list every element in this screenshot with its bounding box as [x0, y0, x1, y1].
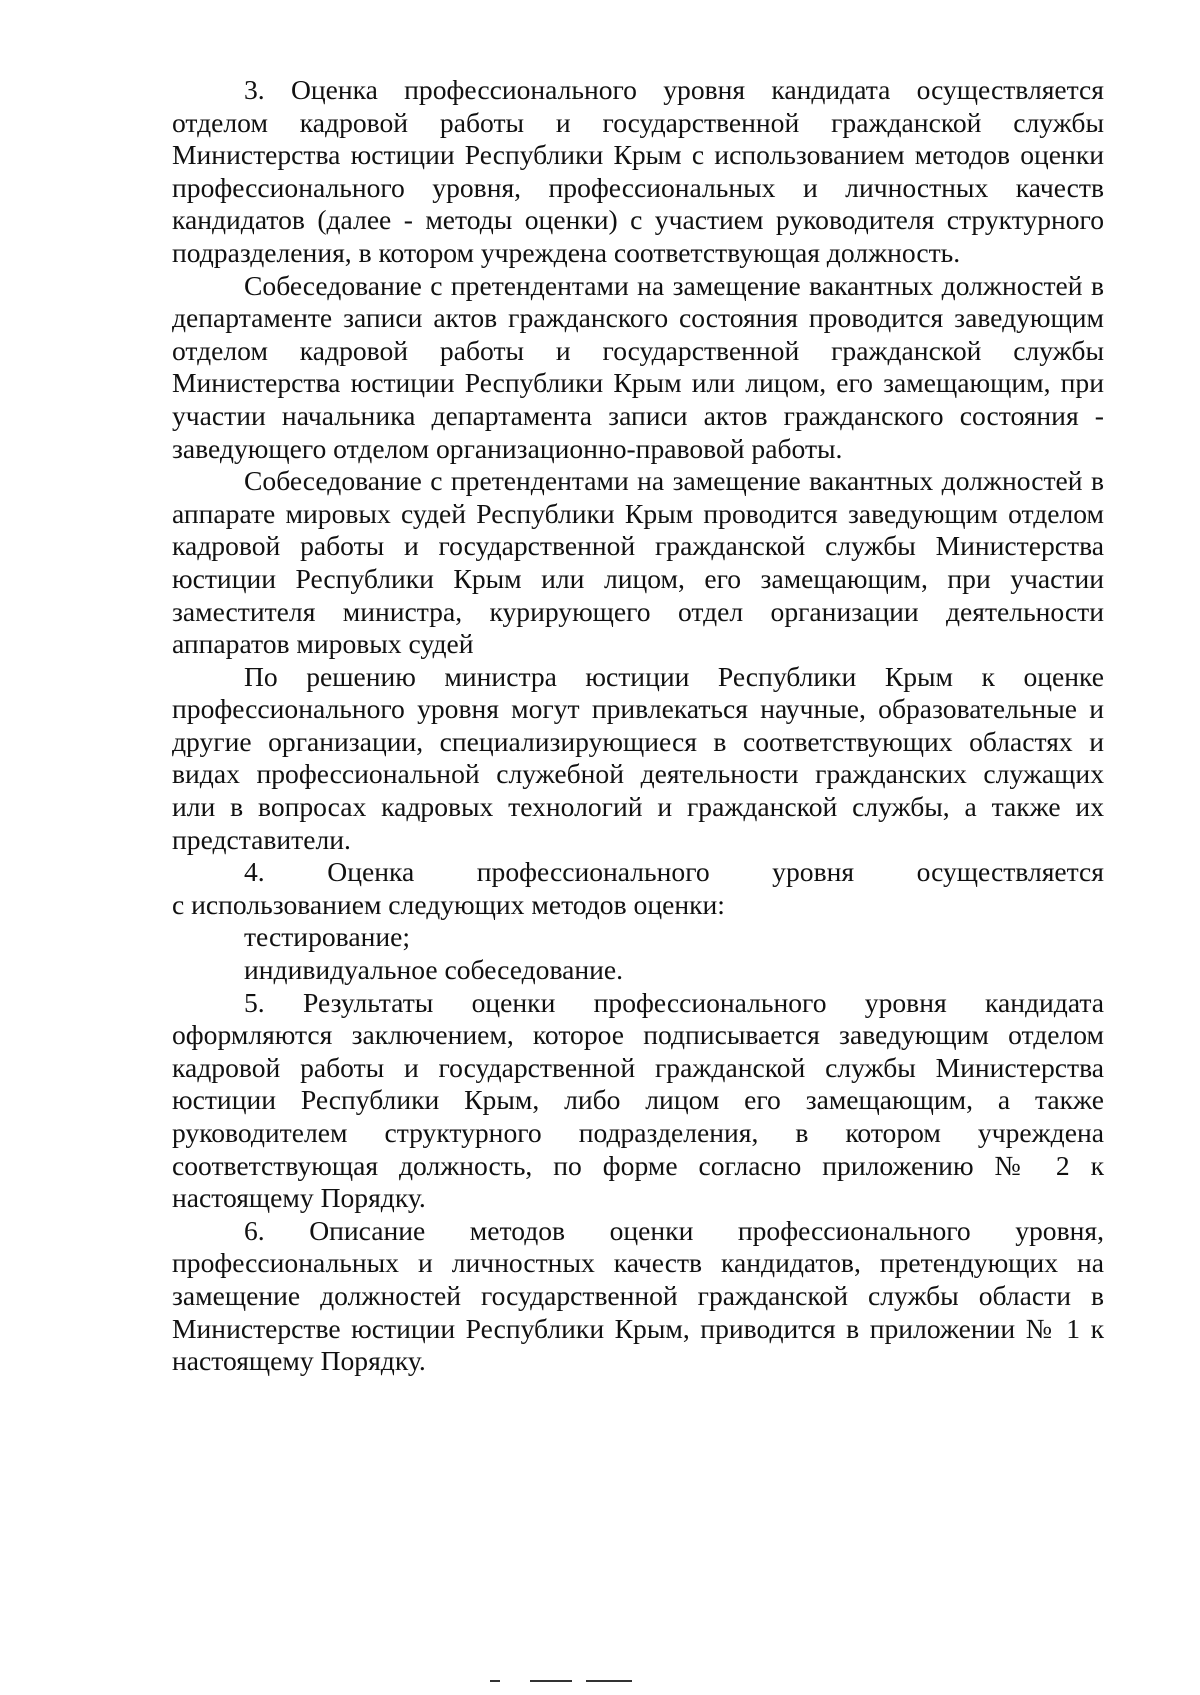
paragraph-4-methods-intro: с использованием следующих методов оценки: — [172, 888, 725, 920]
paragraph-3-assessment: 3. Оценка профессионального уровня кандидата осуществляется отделом кадровой работы и государственной гражданской службы Министерства юстиции Республики Крым с использованием методов оценки профессионального уровня, профессиональных и личностных качеств кандидатов (далее - методы оценки) с участием руководителя структурного подразделения, в котором учреждена соответствующая должность. — [172, 74, 1104, 268]
document-body — [172, 74, 1104, 1378]
paragraph-5-results: 5. Результаты оценки профессионального уровня кандидата оформляются заключением, которое подписывается заведующим отделом кадровой работы и государственной гражданской службы Министерства юстиции Республики Крым, либо лицом его замещающим, а также руководителем структурного подразделения, в котором учреждена соответствующая должность, по форме согласно приложению № 2 к настоящему Порядку. — [172, 986, 1104, 1214]
method-item-testing: тестирование; — [244, 921, 411, 953]
paragraph-interview-registry-department: Собеседование с претендентами на замещение вакантных должностей в департаменте записи актов гражданского состояния проводится заведующим отделом кадровой работы и государственной гражданской службы Министерства юстиции Республики Крым или лицом, его замещающим, при участии начальника департамента записи актов гражданского состояния - заведующего отделом организационно-правовой работы. — [172, 269, 1104, 464]
method-item-interview: индивидуальное собеседование. — [244, 954, 624, 986]
paragraph-interview-magistrates-apparatus: Собеседование с претендентами на замещение вакантных должностей в аппарате мировых судей Республики Крым проводится заведующим отделом кадровой работы и государственной гражданской службы Министерства юстиции Республики Крым или лицом, его замещающим, при участии заместителя министра, курирующего отдел организации деятельности аппаратов мировых судей — [172, 465, 1104, 660]
paragraph-external-organizations: По решению министра юстиции Республики Крым к оценке профессионального уровня могут привлекаться научные, образовательные и другие организации, специализирующиеся в соответствующих областях и видах профессиональной служебной деятельности гражданских служащих или в вопросах кадровых технологий и гражданской службы, а также их представители. — [172, 660, 1104, 855]
paragraph-6-description: 6. Описание методов оценки профессионального уровня, профессиональных и личностных качеств кандидатов, претендующих на замещение должностей государственной гражданской службы области в Министерстве юстиции Республики Крым, приводится в приложении № 1 к настоящему Порядку. — [172, 1214, 1104, 1377]
paragraph-4-heading: 4. Оценка профессионального уровня осуществляется — [244, 856, 1104, 888]
page-bottom-marks — [490, 1680, 650, 1683]
